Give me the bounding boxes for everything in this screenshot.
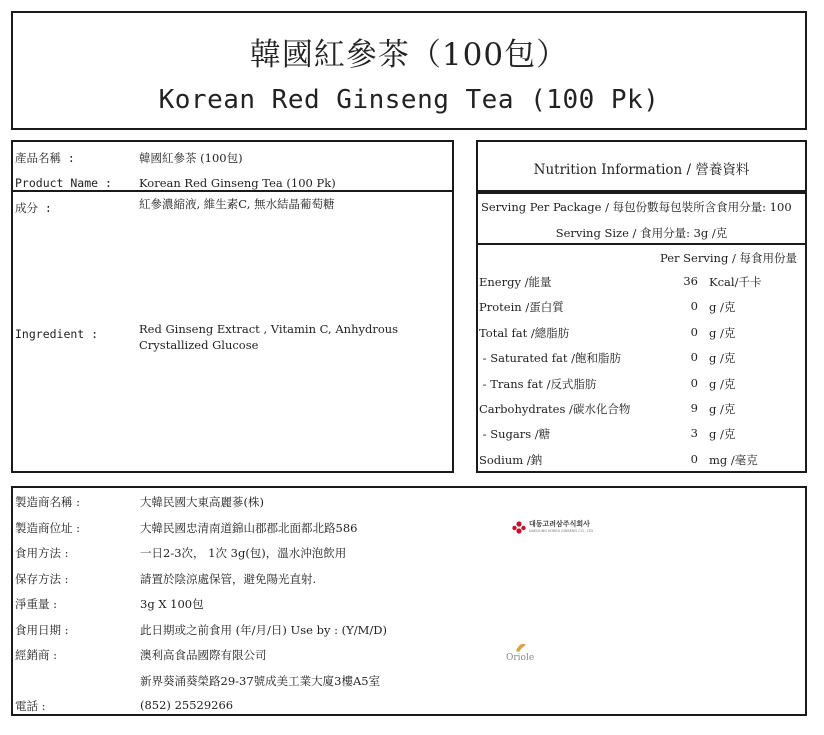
- nutrient-value: 9: [690, 401, 698, 415]
- ingredients-value-en-line1: Red Ginseng Extract , Vitamin C, Anhydrous: [139, 322, 399, 336]
- info-label: 保存方法 :: [15, 571, 69, 586]
- nutrient-unit: g /克: [709, 325, 736, 340]
- ingredients-label-en: Ingredient :: [15, 327, 99, 341]
- nutrition-row: [478, 325, 805, 345]
- nutrient-name: - Sugars /糖: [479, 427, 551, 442]
- nutrient-name: Energy /能量: [479, 275, 552, 289]
- ingredients-label-cn: 成分 :: [15, 201, 52, 215]
- nutrient-value: 3: [690, 426, 698, 441]
- title-chinese: 韓國紅參茶（100包）: [249, 37, 569, 73]
- info-label: 經銷商 :: [15, 648, 58, 662]
- nutrient-name: Total fat /總脂肪: [479, 325, 570, 340]
- info-value: 請置於陰涼處保管，避免陽光直射.: [140, 571, 317, 586]
- nutrition-title-box: [476, 140, 807, 192]
- nutrient-value: 0: [690, 375, 698, 390]
- info-label: 食用方法 :: [15, 546, 69, 560]
- nutrition-row: [478, 452, 805, 472]
- oriole-logo-text: Oriole: [506, 653, 535, 663]
- info-label: 食用日期 :: [15, 622, 69, 637]
- info-value: 一日2-3次， 1次 3g(包)，溫水沖泡飲用: [140, 546, 347, 560]
- nutrition-row: [478, 350, 805, 370]
- info-value: 3g X 100包: [140, 597, 204, 611]
- info-value: 新界葵涌葵榮路29-37號成美工業大廈3樓A5室: [140, 673, 381, 688]
- info-value: (852) 25529266: [140, 698, 234, 712]
- daedong-logo-text: 대동고려삼주식회사: [529, 520, 590, 528]
- title-english: Korean Red Ginseng Tea (100 Pk): [158, 85, 660, 115]
- product-divider: [13, 190, 452, 192]
- nutrition-table: [476, 192, 807, 473]
- nutrition-row: [478, 426, 805, 446]
- oriole-logo: [506, 640, 546, 670]
- product-name-label-cn: 產品名稱 :: [15, 151, 75, 165]
- nutrition-row: [478, 401, 805, 421]
- nutrition-divider: [478, 243, 805, 245]
- product-name-value-en: Korean Red Ginseng Tea (100 Pk): [139, 176, 336, 190]
- nutrient-value: 0: [690, 299, 698, 314]
- info-value: 大韓民國忠清南道錦山郡郡北面都北路586: [140, 520, 358, 535]
- nutrition-title: Nutrition Information / 營養資料: [533, 162, 750, 178]
- daedong-logo: [511, 518, 621, 538]
- nutrient-unit: g /克: [709, 300, 736, 315]
- nutrient-unit: g /克: [709, 402, 736, 416]
- nutrient-name: - Saturated fat /飽和脂肪: [479, 351, 622, 366]
- daedong-logo-subtext: DAEDONG KOREA GINSENG CO., LTD: [529, 529, 594, 533]
- info-label: 電話 :: [15, 699, 46, 713]
- info-label: 製造商名稱 :: [15, 495, 81, 509]
- nutrient-name: Carbohydrates /碳水化合物: [479, 402, 631, 416]
- nutrient-name: Protein /蛋白質: [479, 300, 564, 315]
- title-box: [11, 11, 807, 130]
- nutrient-value: 36: [683, 274, 698, 288]
- nutrient-value: 0: [690, 451, 698, 466]
- serving-per-package: Serving Per Package / 每包份數每包裝所含食用分量: 100: [481, 200, 792, 214]
- product-name-value-cn: 韓國紅參茶 (100包): [139, 151, 243, 165]
- nutrition-row: [478, 299, 805, 319]
- info-label: 製造商位址 :: [15, 520, 81, 535]
- per-serving-header: Per Serving / 每食用份量: [660, 251, 797, 265]
- nutrition-row: [478, 274, 805, 294]
- nutrient-unit: g /克: [709, 427, 736, 442]
- nutrient-unit: g /克: [709, 351, 736, 366]
- nutrient-name: Sodium /鈉: [479, 452, 543, 467]
- info-value: 此日期或之前食用 (年/月/日) Use by : (Y/M/D): [140, 622, 387, 637]
- info-label: 淨重量 :: [15, 597, 58, 611]
- serving-size: Serving Size / 食用分量: 3g /克: [555, 226, 728, 240]
- ingredients-value-cn: 紅參濃縮液, 維生素C, 無水結晶葡萄糖: [139, 197, 335, 211]
- nutrient-value: 0: [690, 324, 698, 339]
- info-value: 大韓民國大東高麗蔘(株): [140, 495, 264, 509]
- ingredients-value-en-line2: Crystallized Glucose: [139, 338, 259, 352]
- info-value: 澳利高食品國際有限公司: [140, 648, 267, 662]
- product-box: [11, 140, 454, 473]
- nutrient-unit: mg /毫克: [709, 452, 758, 467]
- nutrient-name: - Trans fat /反式脂肪: [479, 376, 597, 391]
- nutrition-row: [478, 376, 805, 396]
- product-name-label-en: Product Name :: [15, 176, 112, 190]
- nutrient-unit: Kcal/千卡: [709, 275, 762, 289]
- nutrient-value: 0: [690, 350, 698, 365]
- nutrient-unit: g /克: [709, 376, 736, 391]
- product-info-box: [11, 486, 807, 716]
